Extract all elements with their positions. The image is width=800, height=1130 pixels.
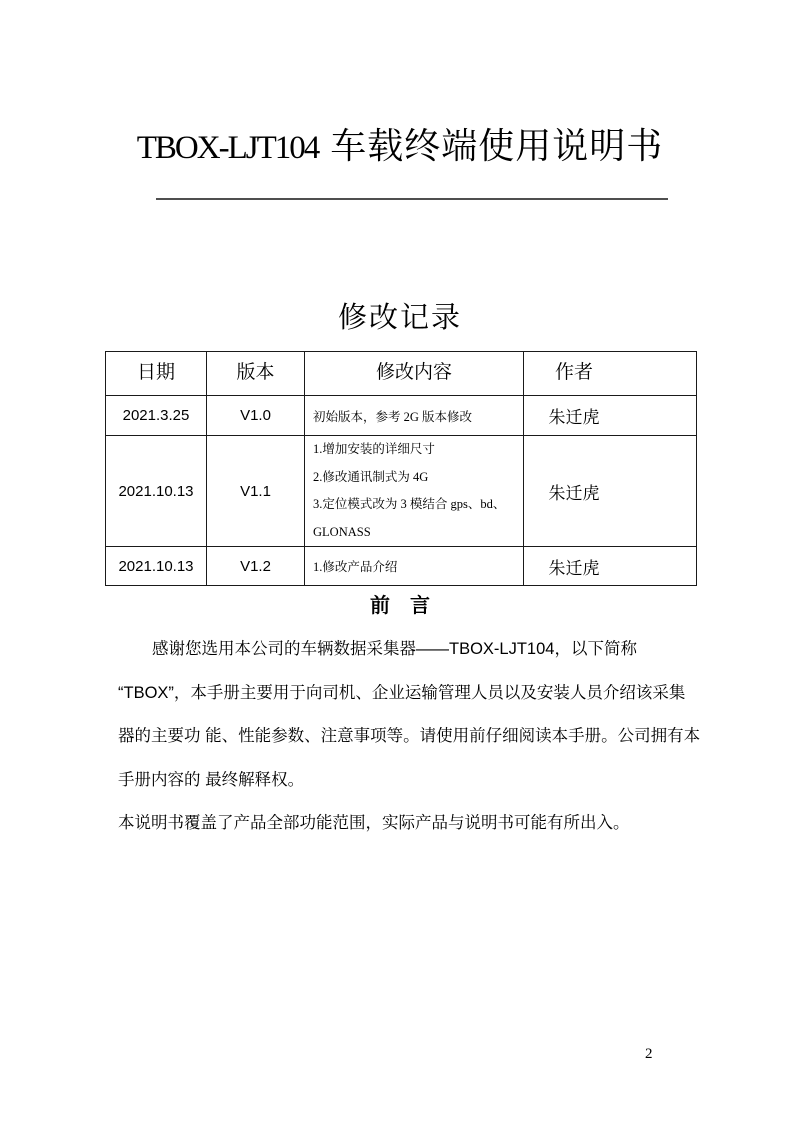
table-header-row	[106, 352, 697, 396]
preface-line: 本说明书覆盖了产品全部功能范围，实际产品与说明书可能有所出入。	[118, 814, 630, 832]
table-row	[106, 547, 697, 586]
content-line: 2.修改通讯制式为 4G	[313, 469, 429, 484]
page-number: 2	[645, 1046, 653, 1062]
preface-heading: 前 言	[370, 595, 430, 617]
content-line: 初始版本，参考 2G 版本修改	[313, 409, 473, 424]
content-line: 1.增加安装的详细尺寸	[313, 442, 435, 456]
author-cell: 朱迁虎	[524, 396, 697, 436]
date-cell: 2021.10.13	[106, 436, 207, 547]
revision-table	[105, 351, 697, 586]
table-row	[106, 396, 697, 436]
document-title	[0, 126, 800, 168]
document-title-model: TBOX-LJT104	[136, 130, 319, 166]
header-version: 版本	[207, 352, 305, 396]
content-cell	[305, 547, 524, 586]
document-title-text: 车载终端使用说明书	[330, 126, 664, 166]
header-date: 日期	[106, 352, 207, 396]
preface-line: “TBOX”，本手册主要用于向司机、企业运输管理人员以及安装人员介绍该采集	[118, 683, 686, 702]
version-cell: V1.1	[207, 436, 305, 547]
author-cell: 朱迁虎	[524, 547, 697, 586]
header-author: 作者	[524, 352, 697, 396]
title-underline	[156, 198, 668, 200]
content-cell	[305, 396, 524, 436]
content-line: 3.定位模式改为 3 模结合 gps、bd、GLONASS	[313, 497, 506, 539]
version-cell: V1.0	[207, 396, 305, 436]
date-cell: 2021.3.25	[106, 396, 207, 436]
preface-line: 感谢您选用本公司的车辆数据采集器——TBOX-LJT104，以下简称	[152, 640, 637, 658]
preface-line: 手册内容的 最终解释权。	[118, 770, 305, 789]
version-cell: V1.2	[207, 547, 305, 586]
header-content: 修改内容	[305, 352, 524, 396]
date-cell: 2021.10.13	[106, 547, 207, 586]
content-cell	[305, 436, 524, 547]
revision-record-heading: 修改记录	[337, 302, 462, 334]
table-row	[106, 436, 697, 547]
author-cell: 朱迁虎	[524, 436, 697, 547]
content-line: 1.修改产品介绍	[313, 560, 398, 574]
preface-line: 器的主要功 能、性能参数、注意事项等。请使用前仔细阅读本手册。公司拥有本	[118, 727, 701, 745]
preface-paragraph	[118, 628, 701, 846]
